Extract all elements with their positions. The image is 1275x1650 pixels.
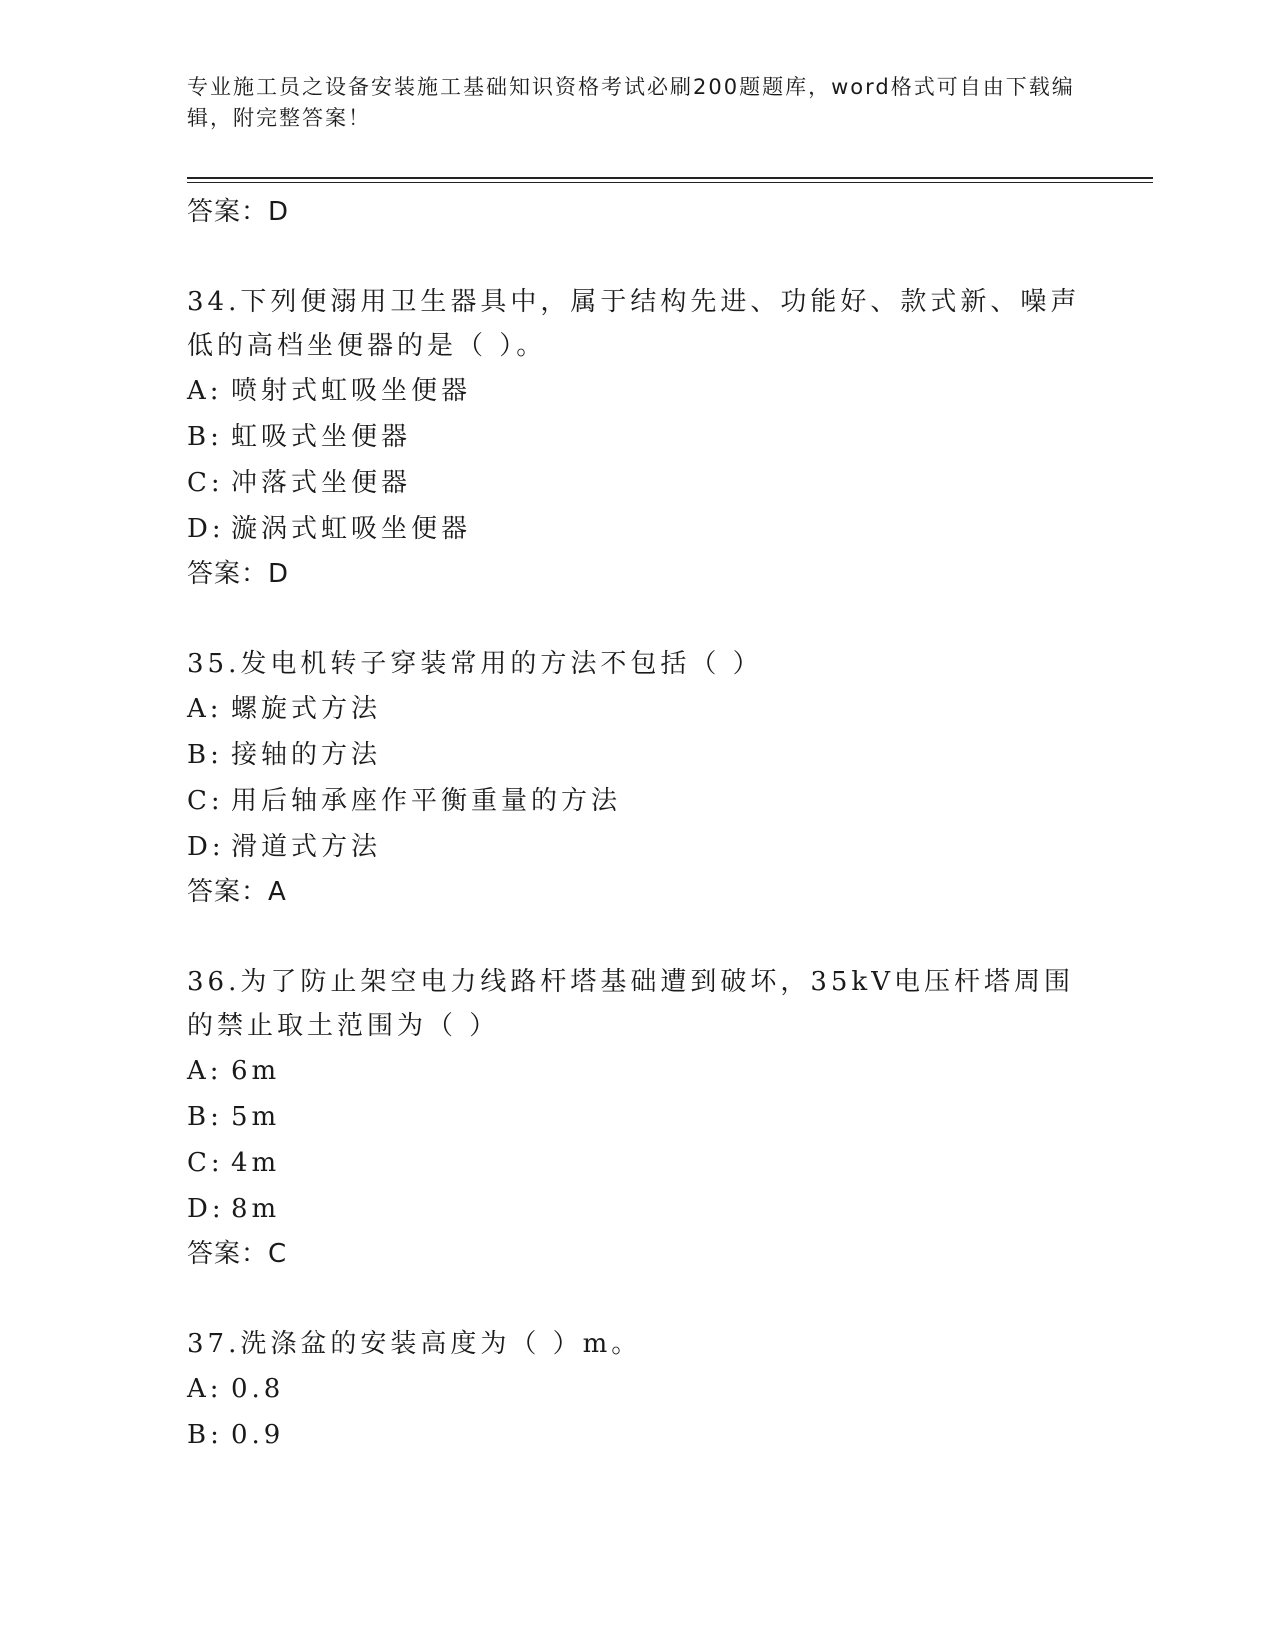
- option-text: 5m: [231, 1102, 281, 1132]
- option-text: 冲落式坐便器: [231, 468, 412, 498]
- option-letter: D:: [187, 1194, 225, 1224]
- question-stem: 34.下列便溺用卫生器具中，属于结构先进、功能好、款式新、噪声低的高档坐便器的是（ ）。: [187, 287, 1081, 361]
- option-item: [187, 1412, 1087, 1458]
- option-letter: A:: [187, 1056, 223, 1086]
- answer-value: D: [268, 559, 290, 589]
- option-item: [187, 824, 1087, 870]
- option-letter: B:: [187, 1420, 223, 1450]
- option-item: [187, 460, 1087, 506]
- question-block: [187, 280, 1087, 596]
- option-item: [187, 1140, 1087, 1186]
- option-letter: B:: [187, 1102, 223, 1132]
- answer-prefix: 答案：: [187, 1239, 269, 1269]
- option-text: 用后轴承座作平衡重量的方法: [231, 786, 622, 816]
- option-item: [187, 1048, 1087, 1094]
- question-list: [187, 190, 1087, 1458]
- option-letter: C:: [187, 1148, 224, 1178]
- answer-prefix: 答案：: [187, 877, 269, 907]
- answer-line: [187, 552, 1087, 596]
- option-letter: B:: [187, 740, 223, 770]
- header-rule-thin: [187, 182, 1153, 183]
- option-text: 0.8: [231, 1374, 285, 1404]
- option-item: [187, 1186, 1087, 1232]
- option-text: 接轴的方法: [231, 740, 382, 770]
- option-text: 0.9: [231, 1420, 285, 1450]
- option-text: 4m: [231, 1148, 281, 1178]
- option-item: [187, 732, 1087, 778]
- option-letter: A:: [187, 1374, 223, 1404]
- option-text: 8m: [231, 1194, 281, 1224]
- document-header: 专业施工员之设备安装施工基础知识资格考试必刷200题题库，word格式可自由下载编辑，附完整答案！: [187, 75, 1075, 130]
- option-text: 喷射式虹吸坐便器: [231, 376, 472, 406]
- option-letter: C:: [187, 786, 224, 816]
- option-letter: B:: [187, 422, 223, 452]
- option-letter: C:: [187, 468, 224, 498]
- question-block: [187, 642, 1087, 914]
- question-block: [187, 1322, 1087, 1458]
- question-stem: 35.发电机转子穿装常用的方法不包括（ ）: [187, 649, 763, 679]
- question-stem: 37.洗涤盆的安装高度为（ ）m。: [187, 1329, 642, 1359]
- question-block: [187, 960, 1087, 1276]
- answer-value: D: [268, 197, 290, 227]
- option-text: 6m: [231, 1056, 281, 1086]
- answer-value: C: [268, 1239, 288, 1269]
- option-letter: A:: [187, 694, 223, 724]
- option-item: [187, 506, 1087, 552]
- header-rule-thick: [187, 177, 1153, 179]
- answer-prefix: 答案：: [187, 197, 269, 227]
- option-text: 滑道式方法: [231, 832, 382, 862]
- option-letter: D:: [187, 832, 225, 862]
- question-stem: 36.为了防止架空电力线路杆塔基础遭到破坏，35kV电压杆塔周围的禁止取土范围为（ ）: [187, 967, 1074, 1041]
- answer-line: [187, 190, 1087, 234]
- answer-line: [187, 1232, 1087, 1276]
- option-item: [187, 414, 1087, 460]
- option-letter: A:: [187, 376, 223, 406]
- answer-line: [187, 870, 1087, 914]
- answer-prefix: 答案：: [187, 559, 269, 589]
- option-item: [187, 1094, 1087, 1140]
- option-item: [187, 686, 1087, 732]
- option-letter: D:: [187, 514, 225, 544]
- answer-value: A: [268, 877, 287, 907]
- option-item: [187, 778, 1087, 824]
- option-text: 虹吸式坐便器: [231, 422, 412, 452]
- option-item: [187, 368, 1087, 414]
- option-item: [187, 1366, 1087, 1412]
- option-text: 漩涡式虹吸坐便器: [231, 514, 472, 544]
- option-text: 螺旋式方法: [231, 694, 382, 724]
